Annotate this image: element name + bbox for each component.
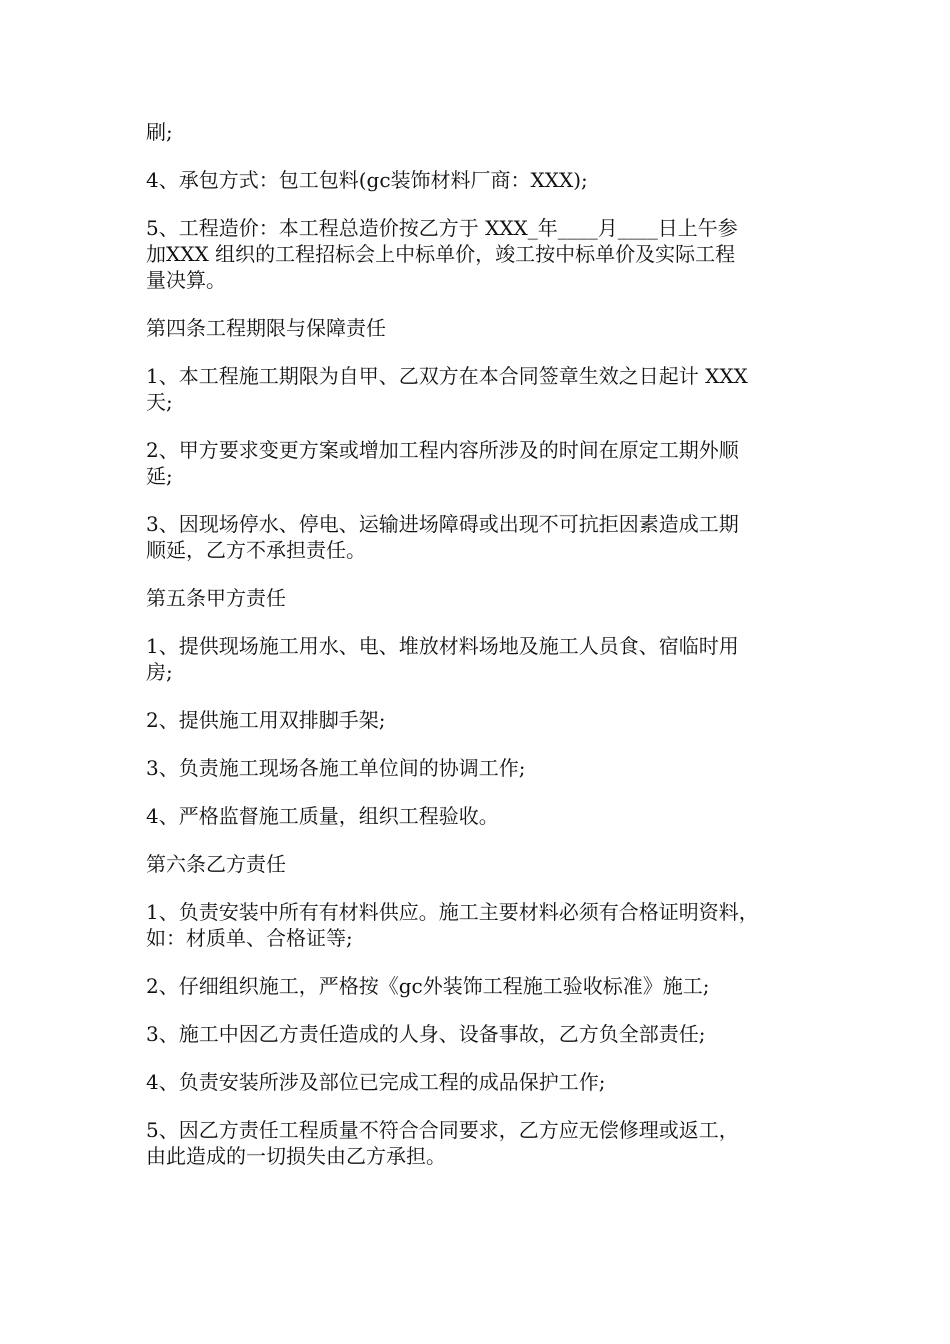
paragraph-article-4-item-1: 1、本工程施工期限为自甲、乙双方在本合同签章生效之日起计 XXX 天; <box>146 364 748 414</box>
paragraph-article-4-item-3: 3、因现场停水、停电、运输进场障碍或出现不可抗拒因素造成工期 顺延，乙方不承担责任。 <box>146 512 739 562</box>
paragraph-contract-method: 4、承包方式：包工包料(gc装饰材料厂商：XXX); <box>146 168 588 192</box>
paragraph-article-6-item-1: 1、负责安装中所有有材料供应。施工主要材料必须有合格证明资料， 如：材质单、合格证等; <box>146 900 759 950</box>
paragraph-article-5-item-3: 3、负责施工现场各施工单位间的协调工作; <box>146 756 526 780</box>
paragraph-article-4-item-2: 2、甲方要求变更方案或增加工程内容所涉及的时间在原定工期外顺 延; <box>146 438 739 488</box>
heading-article-4: 第四条工程期限与保障责任 <box>146 316 386 340</box>
paragraph-article-6-item-3: 3、施工中因乙方责任造成的人身、设备事故，乙方负全部责任; <box>146 1022 706 1046</box>
paragraph-project-cost: 5、工程造价：本工程总造价按乙方于 XXX_年____月____日上午参 加XXX 组织的工程招标会上中标单价，竣工按中标单价及实际工程 量决算。 <box>146 216 738 292</box>
heading-article-6: 第六条乙方责任 <box>146 852 286 876</box>
heading-article-5: 第五条甲方责任 <box>146 586 286 610</box>
paragraph-article-6-item-2: 2、仔细组织施工，严格按《gc外装饰工程施工验收标准》施工; <box>146 974 710 998</box>
paragraph-article-5-item-2: 2、提供施工用双排脚手架; <box>146 708 386 732</box>
paragraph-article-5-item-1: 1、提供现场施工用水、电、堆放材料场地及施工人员食、宿临时用 房; <box>146 634 739 684</box>
paragraph-article-6-item-5: 5、因乙方责任工程质量不符合合同要求，乙方应无偿修理或返工， 由此造成的一切损失由乙方承担。 <box>146 1118 739 1168</box>
paragraph-article-6-item-4: 4、负责安装所涉及部位已完成工程的成品保护工作; <box>146 1070 606 1094</box>
paragraph-article-5-item-4: 4、严格监督施工质量，组织工程验收。 <box>146 804 499 828</box>
document-page <box>146 119 826 1191</box>
paragraph-continuation: 刷; <box>146 120 173 144</box>
